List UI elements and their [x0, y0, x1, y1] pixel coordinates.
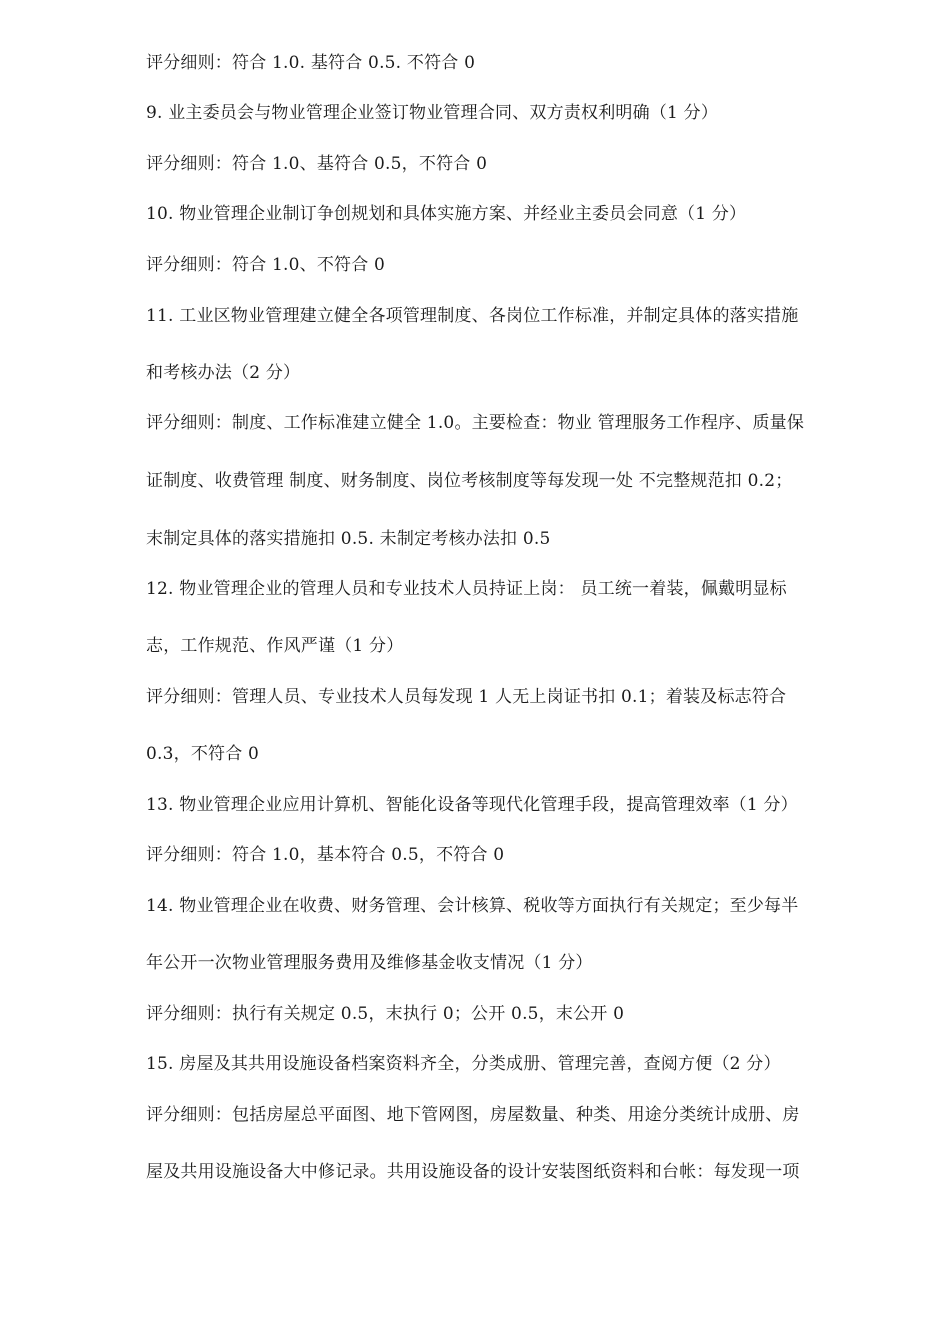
- text-line: 评分细则：符合 1.0. 基符合 0.5. 不符合 0: [146, 53, 476, 73]
- text-line: 11. 工业区物业管理建立健全各项管理制度、各岗位工作标准，并制定具体的落实措施: [146, 306, 799, 326]
- text-line: 评分细则：管理人员、专业技术人员每发现 1 人无上岗证书扣 0.1；着装及标志符合: [146, 687, 787, 707]
- text-line: 9. 业主委员会与物业管理企业签订物业管理合同、双方责权利明确（1 分）: [146, 103, 719, 123]
- text-line: 14. 物业管理企业在收费、财务管理、会计核算、税收等方面执行有关规定；至少每半: [146, 896, 799, 916]
- text-line: 年公开一次物业管理服务费用及维修基金收支情况（1 分）: [146, 953, 593, 973]
- text-line: 证制度、收费管理 制度、财务制度、岗位考核制度等每发现一处 不完整规范扣 0.2；: [146, 471, 793, 491]
- text-line: 和考核办法（2 分）: [146, 363, 301, 383]
- text-line: 志，工作规范、作风严谨（1 分）: [146, 636, 404, 656]
- text-line: 0.3，不符合 0: [146, 744, 260, 764]
- text-line: 12. 物业管理企业的管理人员和专业技术人员持证上岗： 员工统一着装，佩戴明显标: [146, 579, 787, 599]
- text-line: 评分细则：执行有关规定 0.5，末执行 0；公开 0.5，末公开 0: [146, 1004, 625, 1024]
- text-line: 评分细则：符合 1.0，基本符合 0.5，不符合 0: [146, 845, 505, 865]
- text-line: 评分细则：包括房屋总平面图、地下管网图，房屋数量、种类、用途分类统计成册、房: [146, 1105, 800, 1125]
- text-line: 屋及共用设施设备大中修记录。共用设施设备的设计安装图纸资料和台帐：每发现一项: [146, 1162, 800, 1182]
- text-line: 评分细则：符合 1.0、基符合 0.5，不符合 0: [146, 154, 488, 174]
- text-line: 10. 物业管理企业制订争创规划和具体实施方案、并经业主委员会同意（1 分）: [146, 204, 747, 224]
- text-line: 13. 物业管理企业应用计算机、智能化设备等现代化管理手段，提高管理效率（1 分）: [146, 795, 798, 815]
- text-line: 评分细则：符合 1.0、不符合 0: [146, 255, 386, 275]
- text-line: 评分细则：制度、工作标准建立健全 1.0。主要检查：物业 管理服务工作程序、质量保: [146, 413, 805, 433]
- text-line: 末制定具体的落实措施扣 0.5. 未制定考核办法扣 0.5: [146, 529, 551, 549]
- text-line: 15. 房屋及其共用设施设备档案资料齐全，分类成册、管理完善，查阅方便（2 分）: [146, 1054, 781, 1074]
